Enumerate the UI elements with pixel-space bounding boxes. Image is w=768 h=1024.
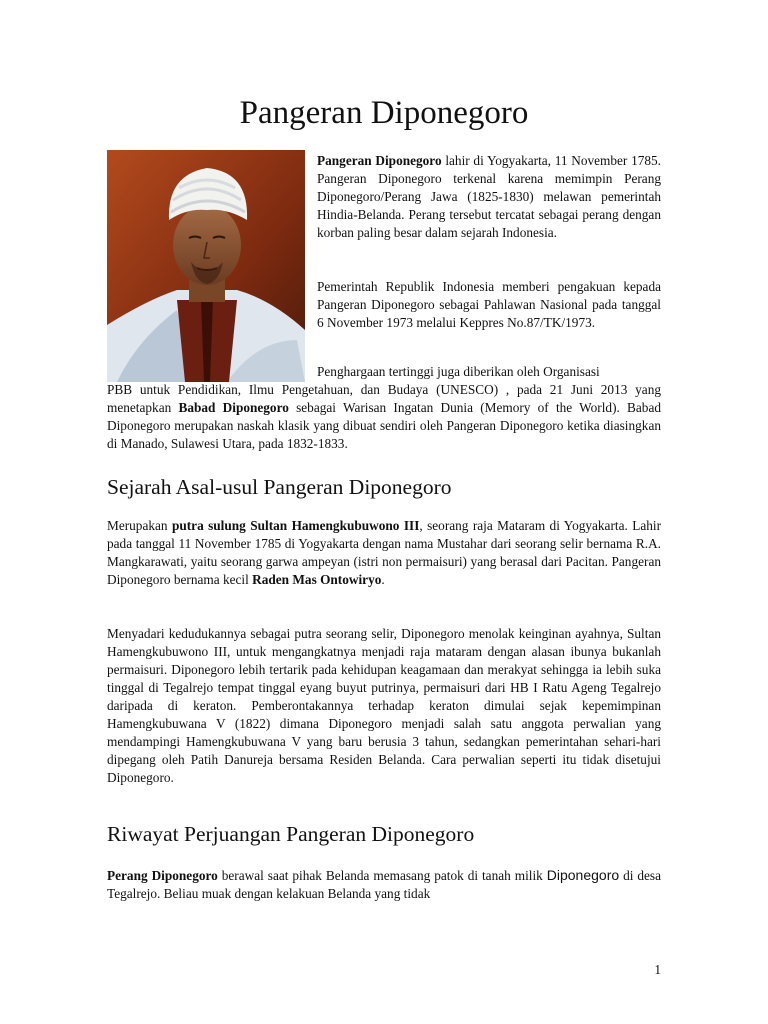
section2-paragraph-1 (107, 866, 661, 903)
s1-p1-text-c: . (381, 572, 385, 587)
s1-p1-text-a: Merupakan (107, 518, 172, 533)
section1-paragraph-1 (107, 517, 661, 589)
s2-p1-text-a: berawal saat pihak Belanda memasang patok di tanah milik (217, 868, 547, 883)
document-title: Pangeran Diponegoro (239, 95, 529, 131)
intro-paragraph-2 (317, 278, 661, 332)
intro-p2-text: Pemerintah Republik Indonesia memberi pengakuan kepada Pangeran Diponegoro sebagai Pahlawan Nasional pada tanggal 6 November 1973 melalui Keppres No.87/TK/1973. (317, 279, 661, 330)
intro-p1-text: lahir di Yogyakarta, 11 November 1785. Pangeran Diponegoro terkenal karena memimpin Perang Diponegoro/Perang Jawa (1825-1830) melawan pemerintah Hindia-Belanda. Perang tersebut tercatat sebagai perang dengan korban paling besar dalam sejarah Indonesia. (317, 153, 661, 240)
s2-p1-sans-name: Diponegoro (546, 867, 620, 883)
portrait-illustration (107, 150, 305, 382)
section-heading-riwayat: Riwayat Perjuangan Pangeran Diponegoro (107, 822, 475, 846)
s1-p1-bold-1: putra sulung Sultan Hamengkubuwono III (171, 518, 420, 533)
s1-p1-bold-2: Raden Mas Ontowiryo (252, 572, 382, 587)
intro-paragraph-3 (107, 381, 661, 453)
portrait-image (107, 150, 305, 382)
intro-p3-float-text: Penghargaan tertinggi juga diberikan oleh Organisasi (317, 364, 600, 379)
intro-p3-text-b: sebagai Warisan Ingatan Dunia (Memory of the World). Babad Diponegoro merupakan naskah klasik yang dibuat sendiri oleh Pangeran Diponegoro ketika diasingkan di Manado, Sulawesi Utara, pada 1832-1833. (107, 400, 662, 451)
s2-p1-bold: Perang Diponegoro (107, 868, 218, 883)
s1-p2-text: Menyadari kedudukannya sebagai putra seorang selir, Diponegoro menolak keinginan ayahnya, Sultan Hamengkubuwono III, untuk mengangkatnya menjadi raja mataram dengan alasan ibunya bukanlah permaisuri. Diponegoro lebih tertarik pada kehidupan keagamaan dan merakyat sehingga ia lebih suka tinggal di Tegalrejo tempat tinggal eyang buyut putrinya, permaisuri dari HB I Ratu Ageng Tegalrejo daripada di keraton. Pemberontakannya terhadap keraton dimulai sejak kepemimpinan Hamengkubuwana V (1822) dimana Diponegoro menjadi salah satu anggota perwalian yang mendampingi Hamengkubuwana V yang baru berusia 3 tahun, sedangkan pemerintahan sehari-hari dipegang oleh Patih Danureja bersama Residen Belanda. Cara perwalian seperti itu tidak disetujui Diponegoro. (107, 626, 661, 785)
intro-paragraph-3-first-line (317, 363, 661, 381)
intro-p3-bold: Babad Diponegoro (178, 400, 289, 415)
intro-paragraph-1 (317, 152, 661, 242)
intro-p3-text-a: PBB untuk Pendidikan, Ilmu Pengetahuan, dan Budaya (UNESCO) , pada 21 Juni 2013 yang menetapkan (107, 382, 661, 415)
s1-p1-text-b: , seorang raja Mataram di Yogyakarta. Lahir pada tanggal 11 November 1785 di Yogyakarta dengan nama Mustahar dari seorang selir bernama R.A. Mangkarawati, yaitu seorang garwa ampeyan (istri non permaisuri) yang berasal dari Pacitan. Pangeran Diponegoro bernama kecil (107, 518, 662, 587)
s2-p1-text-b: di desa Tegalrejo. Beliau muak dengan kelakuan Belanda yang tidak (107, 868, 662, 901)
section-heading-asal-usul: Sejarah Asal-usul Pangeran Diponegoro (107, 475, 452, 499)
section1-paragraph-2 (107, 625, 661, 787)
page-number: 1 (654, 962, 661, 977)
intro-bold-name: Pangeran Diponegoro (317, 153, 442, 168)
